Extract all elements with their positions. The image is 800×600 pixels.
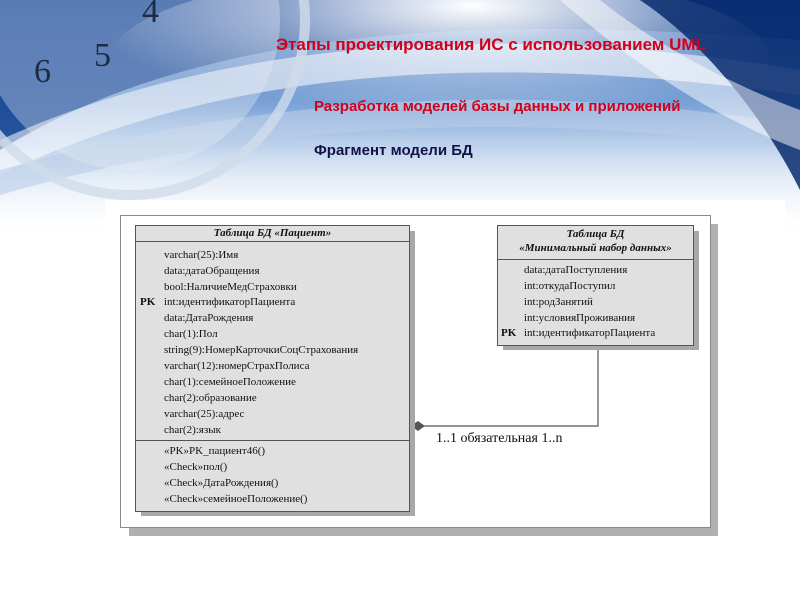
- patient-pk-label: PK: [140, 296, 156, 308]
- minimal-table: [497, 225, 694, 346]
- patient-attr-10: char(2):образование: [164, 392, 257, 404]
- patient-op-1: «PK»PK_пациент46(): [164, 445, 266, 457]
- minimal-attr-1: data:датаПоступления: [524, 264, 628, 276]
- patient-attr-11: varchar(25):адрес: [164, 408, 245, 420]
- patient-op-2: «Check»пол(): [164, 461, 228, 473]
- minimal-table-header-line2: «Минимальный набор данных»: [519, 242, 672, 254]
- patient-attr-5: data:ДатаРождения: [164, 312, 254, 324]
- patient-attr-3: bool:НаличиеМедСтраховки: [164, 281, 297, 293]
- patient-attr-7: string(9):НомерКарточкиСоцСтрахования: [164, 344, 359, 356]
- minimal-attr-2: int:откудаПоступил: [524, 280, 616, 292]
- patient-table-header: Таблица БД «Пациент»: [136, 226, 409, 242]
- association-multiplicity-label: 1..1 обязательная 1..n: [436, 431, 563, 446]
- patient-attr-9: char(1):семейноеПоложение: [164, 376, 296, 388]
- patient-attr-2: data:датаОбращения: [164, 265, 260, 277]
- minimal-attr-5: int:идентификаторПациента: [524, 327, 656, 339]
- patient-attr-6: char(1):Пол: [164, 328, 218, 340]
- minimal-table-header-line1: Таблица БД: [566, 228, 625, 240]
- minimal-attr-4: int:условияПроживания: [524, 312, 636, 324]
- patient-attr-4: int:идентификаторПациента: [164, 296, 296, 308]
- patient-attr-8: varchar(12):номерСтрахПолиса: [164, 360, 310, 372]
- patient-attr-1: varchar(25):Имя: [164, 249, 239, 261]
- slide-title: Этапы проектирования ИС с использованием UML: [276, 35, 706, 54]
- clock-digit-4: 4: [142, 0, 159, 30]
- minimal-table-header: [498, 226, 693, 260]
- clock-digit-6: 6: [34, 53, 51, 90]
- patient-table: [135, 225, 410, 512]
- clock-digit-5: 5: [94, 37, 111, 74]
- minimal-attr-3: int:родЗанятий: [524, 296, 593, 308]
- patient-op-4: «Check»семейноеПоложение(): [164, 493, 308, 505]
- slide-subtitle: Разработка моделей базы данных и приложений: [314, 98, 681, 115]
- minimal-pk-label: PK: [501, 327, 517, 339]
- patient-operations-divider: [136, 440, 409, 441]
- slide-caption: Фрагмент модели БД: [314, 142, 473, 159]
- patient-attr-12: char(2):язык: [164, 424, 221, 436]
- patient-op-3: «Check»ДатаРождения(): [164, 477, 279, 489]
